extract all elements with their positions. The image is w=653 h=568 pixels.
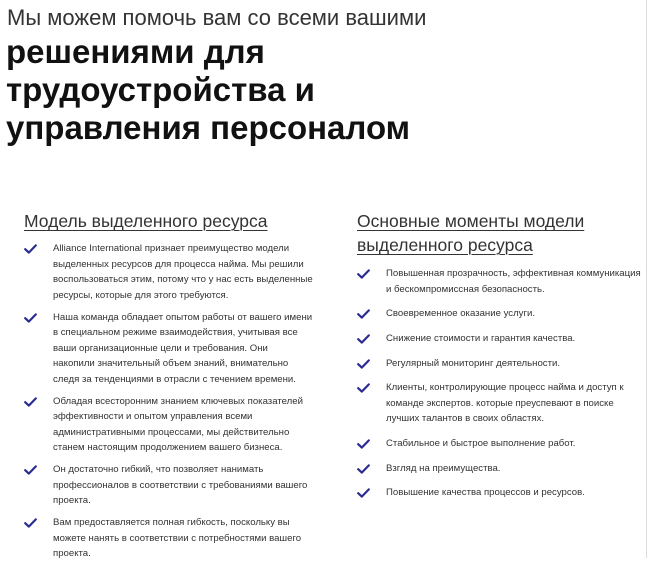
list-item-text-line: Повышенная прозрачность, эффективная коммуникация [386,268,641,279]
list-item [357,461,651,477]
list-item-text-line: лучших талантов в своих областях. [386,413,545,425]
list-item-text-line: команде экспертов. которые преуспевают в поиске [386,397,614,409]
section-heading: Модель выделенного ресурса [24,211,268,231]
highlights-list [357,266,651,501]
checkmark-icon [357,383,370,393]
list-item-text-line: следя за тенденциями в отрасли с течением времени. [53,373,296,385]
section-heading [357,209,607,257]
list-item [357,485,651,501]
hero-title-line: трудоустройства и [6,71,315,108]
checkmark-icon [24,397,37,407]
list-item-text-line: ресурсы, которые для этого требуются. [53,289,229,301]
checkmark-icon [357,359,370,369]
checkmark-icon [357,488,370,498]
list-item-text-line: административными процессами, мы действительно [53,426,290,438]
list-item [357,331,651,347]
hero-subtitle: Мы можем помочь вам со всеми вашими [7,5,427,30]
section-heading-line: Основные моменты модели [357,211,585,231]
list-item-text-line: Обладая всесторонним знанием ключевых показателей [53,395,303,407]
list-item-text-line: в специальном режиме взаимодействия, учитывая все [53,327,298,338]
list-item-text-line: Alliance International признает преимущество модели [53,243,290,254]
list-item [357,356,651,372]
checkmark-icon [357,269,370,279]
list-item-text-line: Наша команда обладает опытом работы от вашего имени [53,311,313,323]
checkmark-icon [24,313,37,323]
list-item-text-line: эффективности и опытом управления всеми [53,411,253,422]
hero-title [6,33,646,147]
checkmark-icon [24,465,37,475]
list-item-text-line: можете нанять в соответствии с потребностями вашего [53,532,302,544]
checkmark-icon [24,518,37,528]
checkmark-icon [357,439,370,449]
list-item-text-line: Повышение качества процессов и ресурсов. [386,487,585,499]
list-item [357,436,651,452]
list-item-text-line: Своевременное оказание услуги. [386,308,535,320]
list-item [24,394,319,456]
list-item-text-line: Вам предоставляется полная гибкость, поскольку вы [53,517,290,528]
list-item-text-line: проекта. [53,548,91,559]
list-item-text-line: Взгляд на преимущества. [386,462,501,474]
checkmark-icon [24,244,37,254]
model-highlights-section [357,209,651,510]
list-item [24,241,319,303]
list-item-text-line: профессионалов в соответствии с требованиями вашего [53,479,308,491]
checkmark-icon [357,334,370,344]
list-item-text-line: проекта. [53,495,91,506]
hero-title-line: решениями для [6,33,265,70]
list-item-text-line: ваши организационные цели и требования. Они [53,342,268,354]
dedicated-resource-model-section [24,209,319,568]
list-item-text-line: Регулярный мониторинг деятельности. [386,357,560,369]
page-edge-divider [646,0,647,558]
benefits-list [24,241,319,562]
list-item [24,515,319,562]
list-item [24,462,319,509]
list-item [357,306,651,322]
list-item-text-line: Клиенты, контролирующие процесс найма и доступ к [386,382,624,394]
list-item-text-line: воспользоваться этим, потому что у нас есть выделенные [53,274,313,285]
list-item [24,310,319,388]
list-item-text-line: выделенных ресурсов для процесса найма. Мы решили [53,258,304,270]
list-item-text-line: Стабильное и быстрое выполнение работ. [386,437,576,449]
list-item-text-line: накопили значительный объем знаний, внимательно [53,358,289,369]
list-item [357,266,651,297]
hero-title-line: управления персоналом [6,109,411,146]
list-item-text-line: и бескомпромиссная безопасность. [386,283,545,295]
list-item-text-line: станем настоящим продолжением вашего бизнеса. [53,442,283,453]
list-item [357,380,651,427]
checkmark-icon [357,309,370,319]
list-item-text-line: Он достаточно гибкий, что позволяет нанимать [53,464,264,475]
section-heading-line: выделенного ресурса [357,235,533,255]
checkmark-icon [357,464,370,474]
list-item-text-line: Снижение стоимости и гарантия качества. [386,332,576,344]
